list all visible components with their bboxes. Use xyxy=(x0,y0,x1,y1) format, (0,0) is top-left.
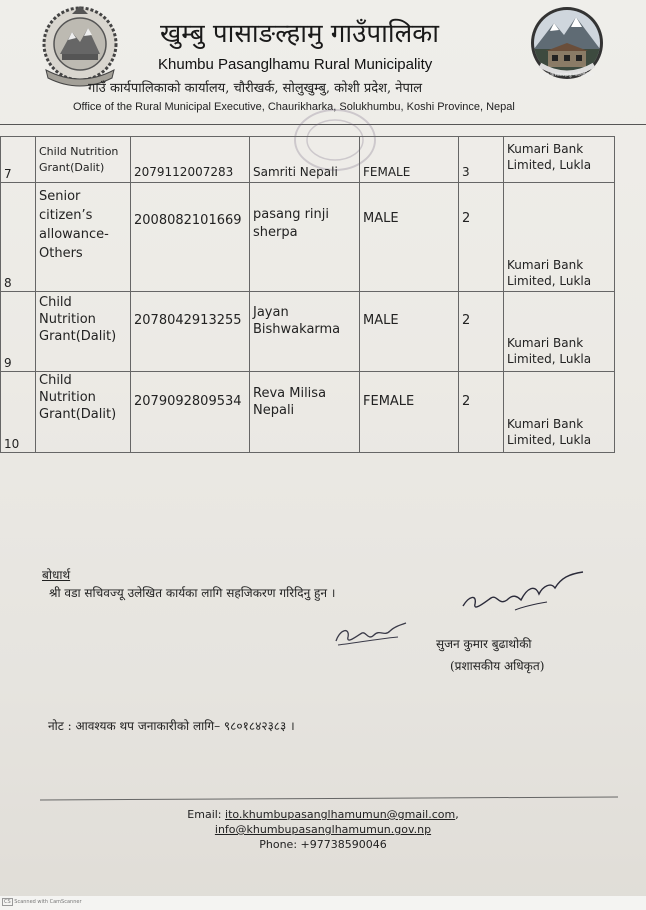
row-bank: Kumari Bank Limited, Lukla xyxy=(504,372,615,453)
row-id-number: 2079092809534 xyxy=(131,372,250,453)
scanner-badge xyxy=(2,899,82,905)
subject-heading: बोधार्थ xyxy=(42,568,71,582)
municipality-logo-icon xyxy=(526,5,608,85)
row-gender: FEMALE xyxy=(360,137,459,183)
row-id-number: 2079112007283 xyxy=(131,137,250,183)
table-row xyxy=(1,372,615,453)
row-program: Child Nutrition Grant(Dalit) xyxy=(36,372,131,453)
logo-caption: खुम्बु पासाङल्हामु गाउँपालिका xyxy=(540,72,594,78)
footer-email-line-2 xyxy=(0,823,646,836)
email-separator: , xyxy=(455,808,459,821)
row-serial: 7 xyxy=(1,137,36,183)
footer-divider xyxy=(40,796,618,800)
row-name: Samriti Nepali xyxy=(250,137,360,183)
officer-signature-icon xyxy=(455,566,590,616)
row-id-number: 2078042913255 xyxy=(131,292,250,372)
row-program: Child Nutrition Grant(Dalit) xyxy=(36,137,131,183)
row-serial: 8 xyxy=(1,183,36,292)
body-text: श्री वडा सचिवज्यू उलेखित कार्यका लागि सहजिकरण गरिदिनु हुन । xyxy=(49,586,336,600)
scanner-text: Scanned with CamScanner xyxy=(14,899,82,905)
row-gender: FEMALE xyxy=(360,372,459,453)
row-members: 2 xyxy=(459,292,504,372)
row-bank: Kumari Bank Limited, Lukla xyxy=(504,183,615,292)
row-id-number: 2008082101669 xyxy=(131,183,250,292)
row-name: Jayan Bishwakarma xyxy=(250,292,360,372)
row-bank: Kumari Bank Limited, Lukla xyxy=(504,292,615,372)
row-gender: MALE xyxy=(360,183,459,292)
row-serial: 9 xyxy=(1,292,36,372)
row-serial: 10 xyxy=(1,372,36,453)
office-address-nepali: गाउँ कार्यपालिकाको कार्यालय, चौरीखर्क, सोलुखुम्बु, कोशी प्रदेश, नेपाल xyxy=(88,81,423,96)
officer-name: सुजन कुमार बुढाथोकी xyxy=(436,637,532,651)
row-name: pasang rinji sherpa xyxy=(250,183,360,292)
table-row xyxy=(1,292,615,372)
scanner-logo-icon: CS xyxy=(4,899,11,905)
row-members: 2 xyxy=(459,372,504,453)
table-row xyxy=(1,183,615,292)
scan-border xyxy=(0,896,646,910)
row-program: Child Nutrition Grant(Dalit) xyxy=(36,292,131,372)
municipality-name-nepali: खुम्बु पासाङल्हामु गाउँपालिका xyxy=(160,19,439,49)
row-gender: MALE xyxy=(360,292,459,372)
contact-note: नोट : आवश्यक थप जनाकारीको लागि– ९८०१८४२३८३ । xyxy=(48,719,295,733)
row-name: Reva Milisa Nepali xyxy=(250,372,360,453)
office-address-english: Office of the Rural Municipal Executive, Chaurikharka, Solukhumbu, Koshi Province, Nepal xyxy=(73,101,515,113)
email-label: Email: xyxy=(187,808,226,821)
row-program: Senior citizen’s allowance-Others xyxy=(36,183,131,292)
table-row xyxy=(1,137,615,183)
municipality-name-english: Khumbu Pasanglhamu Rural Municipality xyxy=(158,56,433,73)
email-link-primary[interactable]: ito.khumbupasanglhamumun@gmail.com xyxy=(225,808,456,821)
beneficiary-table xyxy=(0,136,615,453)
ward-signature-icon xyxy=(332,615,408,651)
officer-title: (प्रशासकीय अधिकृत) xyxy=(450,659,545,673)
row-members: 3 xyxy=(459,137,504,183)
row-members: 2 xyxy=(459,183,504,292)
footer-phone: Phone: +97738590046 xyxy=(259,838,387,851)
email-link-secondary[interactable]: info@khumbupasanglhamumun.gov.np xyxy=(214,823,432,836)
row-bank: Kumari Bank Limited, Lukla xyxy=(504,137,615,183)
footer-email-line xyxy=(0,808,646,821)
